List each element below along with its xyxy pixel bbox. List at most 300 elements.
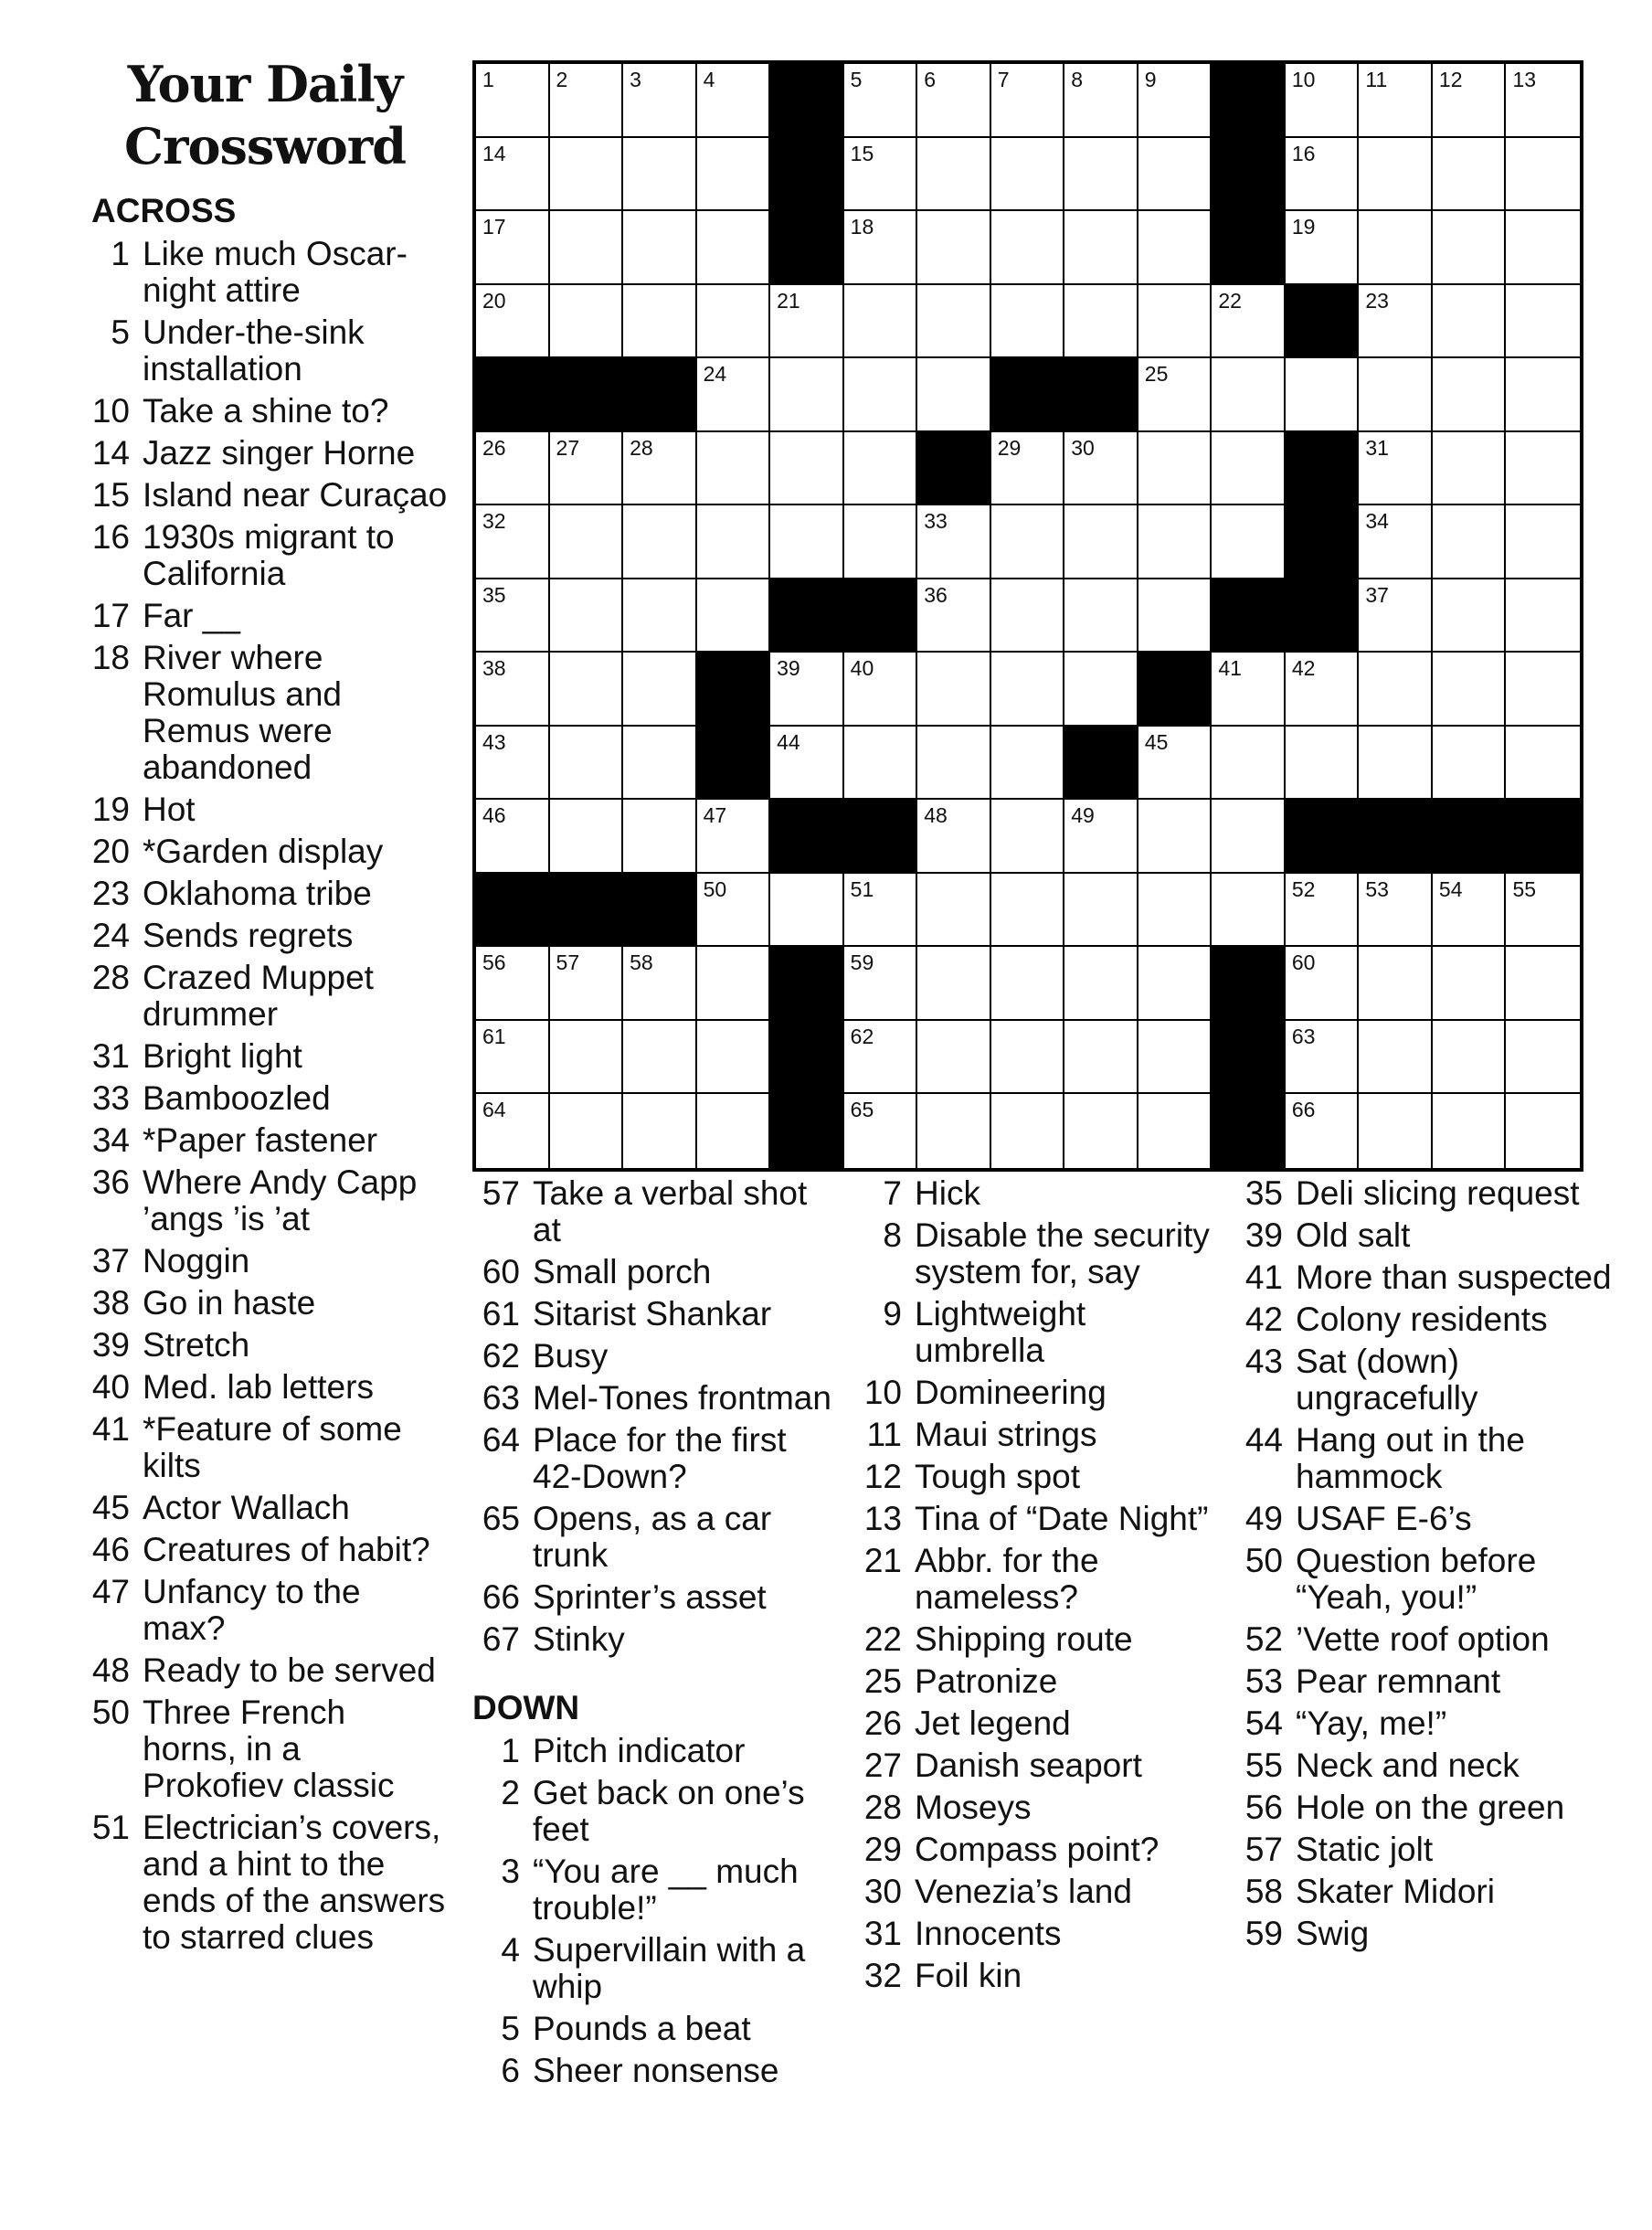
grid-cell[interactable] — [991, 64, 1065, 138]
clue-text: Compass point? — [915, 1831, 1160, 1868]
grid-cell[interactable] — [770, 285, 844, 359]
cell-number: 3 — [630, 68, 641, 91]
grid-cell[interactable] — [1506, 358, 1580, 432]
grid-cell[interactable] — [844, 1094, 918, 1168]
down-clue — [1235, 1543, 1619, 1616]
grid-cell[interactable] — [770, 727, 844, 801]
grid-cell[interactable] — [1359, 211, 1433, 285]
clue-number: 43 — [1244, 1343, 1283, 1380]
grid-cell[interactable] — [1506, 211, 1580, 285]
grid-cell[interactable] — [476, 727, 550, 801]
clue-number: 57 — [1244, 1831, 1283, 1868]
across-clue — [91, 1122, 448, 1159]
grid-cell[interactable] — [844, 64, 918, 138]
clue-number: 42 — [1244, 1301, 1283, 1338]
cell-number: 6 — [924, 68, 936, 91]
grid-cell[interactable] — [844, 874, 918, 948]
grid-cell[interactable] — [1286, 653, 1360, 727]
black-square — [1212, 211, 1286, 285]
across-clue — [91, 519, 448, 592]
down-clue — [854, 1543, 1220, 1616]
cell-number: 33 — [924, 509, 948, 534]
title-line-2: Crossword — [124, 117, 406, 175]
grid-cell[interactable] — [623, 947, 697, 1021]
grid-cell[interactable] — [1064, 653, 1138, 727]
grid-cell[interactable] — [623, 579, 697, 653]
black-square — [844, 579, 918, 653]
down-clue — [854, 1916, 1220, 1952]
down-clue — [854, 1832, 1220, 1868]
grid-cell[interactable] — [1064, 285, 1138, 359]
grid-cell[interactable] — [1359, 947, 1433, 1021]
grid-cell[interactable] — [550, 1094, 624, 1168]
grid-cell[interactable] — [1506, 653, 1580, 727]
grid-cell[interactable] — [1064, 1094, 1138, 1168]
grid-cell[interactable] — [1433, 947, 1507, 1021]
grid-cell[interactable] — [844, 358, 918, 432]
grid-cell[interactable] — [1212, 727, 1286, 801]
grid-cell[interactable] — [1064, 138, 1138, 212]
grid-cell[interactable] — [697, 947, 771, 1021]
grid-cell[interactable] — [1506, 874, 1580, 948]
clue-text: Stinky — [533, 1620, 625, 1658]
clue-text: Creatures of habit? — [143, 1531, 430, 1568]
black-square — [770, 800, 844, 874]
grid-cell[interactable] — [1506, 727, 1580, 801]
cell-number: 65 — [850, 1098, 874, 1122]
clue-number: 48 — [91, 1651, 130, 1689]
grid-cell[interactable] — [1212, 800, 1286, 874]
grid-cell[interactable] — [1433, 1021, 1507, 1095]
grid-cell[interactable] — [1064, 211, 1138, 285]
grid-cell[interactable] — [1286, 64, 1360, 138]
grid-cell[interactable] — [1506, 579, 1580, 653]
grid-cell[interactable] — [476, 505, 550, 579]
grid-cell[interactable] — [1433, 64, 1507, 138]
grid-cell[interactable] — [844, 505, 918, 579]
grid-cell[interactable] — [917, 727, 991, 801]
down-clue — [472, 1932, 838, 2005]
grid-cell[interactable] — [1212, 653, 1286, 727]
grid-cell[interactable] — [476, 285, 550, 359]
grid-cell[interactable] — [1286, 358, 1360, 432]
grid-cell[interactable] — [476, 579, 550, 653]
grid-cell[interactable] — [1212, 358, 1286, 432]
grid-cell[interactable] — [917, 947, 991, 1021]
black-square — [697, 653, 771, 727]
grid-cell[interactable] — [1286, 947, 1360, 1021]
grid-cell[interactable] — [1506, 432, 1580, 506]
grid-cell[interactable] — [697, 432, 771, 506]
grid-cell[interactable] — [1506, 947, 1580, 1021]
grid-cell[interactable] — [917, 358, 991, 432]
grid-cell[interactable] — [1433, 653, 1507, 727]
clue-number: 21 — [863, 1542, 902, 1579]
grid-cell[interactable] — [476, 138, 550, 212]
grid-cell[interactable] — [917, 653, 991, 727]
clue-number: 67 — [482, 1620, 520, 1658]
grid-cell[interactable] — [1506, 285, 1580, 359]
grid-cell[interactable] — [917, 1021, 991, 1095]
grid-cell[interactable] — [1433, 138, 1507, 212]
grid-cell[interactable] — [1359, 64, 1433, 138]
grid-cell[interactable] — [991, 138, 1065, 212]
cell-number: 43 — [482, 729, 506, 754]
grid-cell[interactable] — [1212, 874, 1286, 948]
grid-cell[interactable] — [844, 947, 918, 1021]
grid-cell[interactable] — [917, 64, 991, 138]
grid-cell[interactable] — [1138, 211, 1213, 285]
grid-cell[interactable] — [697, 1094, 771, 1168]
grid-cell[interactable] — [550, 138, 624, 212]
clue-text: Go in haste — [143, 1284, 316, 1322]
cell-number: 49 — [1071, 803, 1095, 828]
down-clue — [472, 1733, 838, 1769]
grid-cell[interactable] — [770, 505, 844, 579]
clue-text: Disable the security system for, say — [915, 1216, 1210, 1290]
clue-text: Ready to be served — [143, 1651, 436, 1689]
black-square — [1064, 727, 1138, 801]
black-square — [697, 727, 771, 801]
clue-number: 24 — [91, 917, 130, 954]
grid-cell[interactable] — [623, 211, 697, 285]
grid-cell[interactable] — [550, 579, 624, 653]
grid-cell[interactable] — [1359, 579, 1433, 653]
grid-cell[interactable] — [1138, 432, 1213, 506]
clue-number: 50 — [91, 1694, 130, 1731]
grid-cell[interactable] — [697, 874, 771, 948]
grid-cell[interactable] — [844, 211, 918, 285]
down-clue — [1235, 1301, 1619, 1338]
cell-number: 26 — [482, 435, 506, 460]
grid-cell[interactable] — [1064, 1021, 1138, 1095]
grid-cell[interactable] — [1138, 1094, 1213, 1168]
grid-cell[interactable] — [1433, 727, 1507, 801]
clue-text: Take a verbal shot at — [533, 1174, 808, 1248]
down-clue — [472, 2011, 838, 2047]
clue-text: Bright light — [143, 1037, 302, 1075]
clue-text: Three French horns, in a Prokofiev classic — [143, 1694, 395, 1804]
grid-cell[interactable] — [991, 211, 1065, 285]
clue-heading: ACROSS — [91, 192, 237, 229]
clue-text: Jazz singer Horne — [143, 434, 416, 472]
clue-text: Electrician’s covers, and a hint to the ends of the answers to starred clues — [143, 1809, 446, 1956]
grid-cell[interactable] — [1359, 505, 1433, 579]
cell-number: 66 — [1291, 1098, 1316, 1122]
grid-cell[interactable] — [550, 653, 624, 727]
grid-cell[interactable] — [697, 211, 771, 285]
grid-cell[interactable] — [1433, 358, 1507, 432]
grid-cell[interactable] — [844, 138, 918, 212]
grid-cell[interactable] — [1138, 800, 1213, 874]
black-square — [770, 138, 844, 212]
grid-cell[interactable] — [1286, 1021, 1360, 1095]
clue-text: Sat (down) ungracefully — [1296, 1343, 1478, 1417]
grid-cell[interactable] — [623, 653, 697, 727]
grid-cell[interactable] — [1138, 874, 1213, 948]
grid-cell[interactable] — [550, 800, 624, 874]
across-clue — [472, 1422, 838, 1495]
grid-cell[interactable] — [1359, 653, 1433, 727]
grid-cell[interactable] — [1433, 211, 1507, 285]
grid-cell[interactable] — [697, 138, 771, 212]
clue-text: Patronize — [915, 1662, 1058, 1700]
cell-number: 31 — [1365, 435, 1389, 460]
grid-cell[interactable] — [917, 211, 991, 285]
black-square — [550, 874, 624, 948]
clue-text: Hot — [143, 791, 196, 828]
grid-cell[interactable] — [623, 505, 697, 579]
grid-cell[interactable] — [917, 874, 991, 948]
cell-number: 36 — [924, 582, 948, 607]
grid-cell[interactable] — [770, 432, 844, 506]
clue-number: 41 — [1244, 1258, 1283, 1296]
grid-cell[interactable] — [1359, 358, 1433, 432]
grid-cell[interactable] — [1433, 432, 1507, 506]
grid-cell[interactable] — [550, 505, 624, 579]
cell-number: 23 — [1365, 288, 1389, 313]
clue-number: 22 — [863, 1620, 902, 1658]
grid-cell[interactable] — [476, 64, 550, 138]
clue-number: 57 — [482, 1174, 520, 1212]
grid-cell[interactable] — [1138, 64, 1213, 138]
grid-cell[interactable] — [697, 1021, 771, 1095]
grid-cell[interactable] — [917, 1094, 991, 1168]
grid-cell[interactable] — [623, 285, 697, 359]
grid-cell[interactable] — [1064, 432, 1138, 506]
grid-cell[interactable] — [991, 874, 1065, 948]
grid-cell[interactable] — [476, 432, 550, 506]
black-square — [623, 874, 697, 948]
grid-cell[interactable] — [476, 653, 550, 727]
down-clue — [854, 1747, 1220, 1784]
grid-cell[interactable] — [1506, 64, 1580, 138]
grid-cell[interactable] — [1212, 505, 1286, 579]
clue-text: Colony residents — [1296, 1301, 1548, 1338]
grid-cell[interactable] — [1138, 505, 1213, 579]
across-clue — [91, 314, 448, 388]
cell-number: 14 — [482, 141, 506, 165]
cell-number: 2 — [556, 68, 568, 91]
grid-cell[interactable] — [623, 1094, 697, 1168]
clue-number: 5 — [501, 2010, 520, 2047]
grid-cell[interactable] — [917, 579, 991, 653]
grid-cell[interactable] — [1138, 1021, 1213, 1095]
grid-cell[interactable] — [1212, 432, 1286, 506]
grid-cell[interactable] — [1286, 138, 1360, 212]
clue-text: Foil kin — [915, 1957, 1022, 1994]
grid-cell[interactable] — [1433, 874, 1507, 948]
grid-cell[interactable] — [476, 1094, 550, 1168]
grid-cell[interactable] — [1506, 505, 1580, 579]
clue-number: 1 — [501, 1732, 520, 1769]
grid-cell[interactable] — [991, 727, 1065, 801]
clue-number: 56 — [1244, 1789, 1283, 1826]
clue-number: 29 — [863, 1831, 902, 1868]
grid-cell[interactable] — [550, 285, 624, 359]
grid-cell[interactable] — [476, 947, 550, 1021]
grid-cell[interactable] — [1359, 874, 1433, 948]
grid-cell[interactable] — [1359, 727, 1433, 801]
clue-number: 20 — [91, 833, 130, 870]
down-clue — [854, 1621, 1220, 1658]
grid-cell[interactable] — [1064, 874, 1138, 948]
clue-number: 14 — [91, 434, 130, 472]
grid-cell[interactable] — [1286, 1094, 1360, 1168]
cell-number: 40 — [850, 656, 874, 681]
grid-cell[interactable] — [1064, 505, 1138, 579]
grid-cell[interactable] — [917, 800, 991, 874]
black-square — [1286, 505, 1360, 579]
grid-cell[interactable] — [550, 432, 624, 506]
grid-cell[interactable] — [1138, 947, 1213, 1021]
clue-text: Swig — [1296, 1915, 1370, 1952]
grid-cell[interactable] — [991, 947, 1065, 1021]
grid-cell[interactable] — [1506, 1094, 1580, 1168]
clue-number: 41 — [91, 1410, 130, 1448]
grid-cell[interactable] — [1286, 874, 1360, 948]
down-clue — [854, 1663, 1220, 1700]
grid-cell[interactable] — [1286, 727, 1360, 801]
grid-cell[interactable] — [550, 947, 624, 1021]
clue-text: Sitarist Shankar — [533, 1295, 772, 1333]
grid-cell[interactable] — [1138, 138, 1213, 212]
grid-cell[interactable] — [550, 727, 624, 801]
clue-column-2 — [472, 1175, 838, 2095]
grid-cell[interactable] — [1359, 285, 1433, 359]
clue-text: Place for the first 42-Down? — [533, 1421, 787, 1495]
grid-cell[interactable] — [1359, 1021, 1433, 1095]
clue-number: 9 — [883, 1295, 902, 1333]
clue-text: Get back on one’s feet — [533, 1774, 805, 1848]
grid-cell[interactable] — [991, 505, 1065, 579]
grid-cell[interactable] — [1506, 1021, 1580, 1095]
cell-number: 25 — [1144, 362, 1169, 387]
grid-cell[interactable] — [770, 874, 844, 948]
grid-cell[interactable] — [476, 800, 550, 874]
grid-cell[interactable] — [550, 64, 624, 138]
grid-cell[interactable] — [1359, 138, 1433, 212]
grid-cell[interactable] — [623, 800, 697, 874]
grid-cell[interactable] — [697, 64, 771, 138]
grid-cell[interactable] — [844, 727, 918, 801]
grid-cell[interactable] — [623, 64, 697, 138]
grid-cell[interactable] — [1286, 211, 1360, 285]
clue-number: 60 — [482, 1253, 520, 1290]
grid-cell[interactable] — [991, 1021, 1065, 1095]
grid-cell[interactable] — [991, 1094, 1065, 1168]
grid-cell[interactable] — [991, 432, 1065, 506]
down-clue — [1235, 1747, 1619, 1784]
grid-cell[interactable] — [697, 358, 771, 432]
grid-cell[interactable] — [1064, 800, 1138, 874]
grid-cell[interactable] — [697, 285, 771, 359]
clue-text: *Garden display — [143, 833, 384, 870]
grid-cell[interactable] — [991, 653, 1065, 727]
clue-text: *Paper fastener — [143, 1121, 378, 1159]
grid-cell[interactable] — [917, 505, 991, 579]
across-clue — [91, 834, 448, 870]
across-clue — [91, 1369, 448, 1406]
black-square — [770, 1021, 844, 1095]
grid-cell[interactable] — [844, 285, 918, 359]
grid-cell[interactable] — [844, 432, 918, 506]
grid-cell[interactable] — [991, 800, 1065, 874]
black-square — [991, 358, 1065, 432]
grid-cell[interactable] — [697, 505, 771, 579]
clue-text: *Feature of some kilts — [143, 1410, 402, 1484]
grid-cell[interactable] — [623, 1021, 697, 1095]
black-square — [1064, 358, 1138, 432]
black-square — [844, 800, 918, 874]
grid-cell[interactable] — [844, 1021, 918, 1095]
grid-cell[interactable] — [1064, 947, 1138, 1021]
grid-cell[interactable] — [844, 653, 918, 727]
grid-cell[interactable] — [623, 432, 697, 506]
clue-text: Take a shine to? — [143, 392, 389, 430]
grid-cell[interactable] — [991, 579, 1065, 653]
crossword-grid — [472, 60, 1583, 1172]
clue-text: Pitch indicator — [533, 1732, 746, 1769]
grid-cell[interactable] — [1506, 138, 1580, 212]
grid-cell[interactable] — [991, 285, 1065, 359]
across-clue — [472, 1338, 838, 1375]
clue-text: Old salt — [1296, 1216, 1411, 1254]
grid-cell[interactable] — [697, 800, 771, 874]
clue-column-1 — [91, 186, 448, 1961]
grid-cell[interactable] — [770, 358, 844, 432]
grid-cell[interactable] — [1359, 1094, 1433, 1168]
cell-number: 28 — [630, 435, 653, 460]
grid-cell[interactable] — [623, 138, 697, 212]
grid-cell[interactable] — [1138, 727, 1213, 801]
clue-number: 18 — [91, 639, 130, 676]
grid-cell[interactable] — [1212, 285, 1286, 359]
grid-cell[interactable] — [1138, 285, 1213, 359]
grid-cell[interactable] — [1433, 1094, 1507, 1168]
grid-cell[interactable] — [917, 138, 991, 212]
clue-text: Question before “Yeah, you!” — [1296, 1542, 1537, 1616]
grid-cell[interactable] — [1359, 432, 1433, 506]
grid-cell[interactable] — [770, 653, 844, 727]
grid-cell[interactable] — [917, 285, 991, 359]
down-clue — [854, 1459, 1220, 1495]
grid-cell[interactable] — [697, 579, 771, 653]
grid-cell[interactable] — [1433, 505, 1507, 579]
cell-number: 52 — [1291, 876, 1316, 901]
cell-number: 62 — [850, 1024, 874, 1048]
grid-cell[interactable] — [1433, 285, 1507, 359]
cell-number: 64 — [482, 1098, 506, 1122]
grid-cell[interactable] — [1138, 358, 1213, 432]
clue-number: 39 — [1244, 1216, 1283, 1254]
grid-cell[interactable] — [550, 1021, 624, 1095]
across-clue — [91, 236, 448, 309]
down-clue — [1235, 1663, 1619, 1700]
grid-cell[interactable] — [1064, 64, 1138, 138]
grid-cell[interactable] — [550, 211, 624, 285]
grid-cell[interactable] — [476, 211, 550, 285]
clue-number: 19 — [91, 791, 130, 828]
grid-cell[interactable] — [623, 727, 697, 801]
clue-number: 59 — [1244, 1915, 1283, 1952]
grid-cell[interactable] — [1433, 579, 1507, 653]
grid-cell[interactable] — [1064, 579, 1138, 653]
grid-cell[interactable] — [476, 1021, 550, 1095]
grid-cell[interactable] — [1138, 579, 1213, 653]
across-clue — [472, 1175, 838, 1248]
clue-text: Mel-Tones frontman — [533, 1379, 831, 1417]
